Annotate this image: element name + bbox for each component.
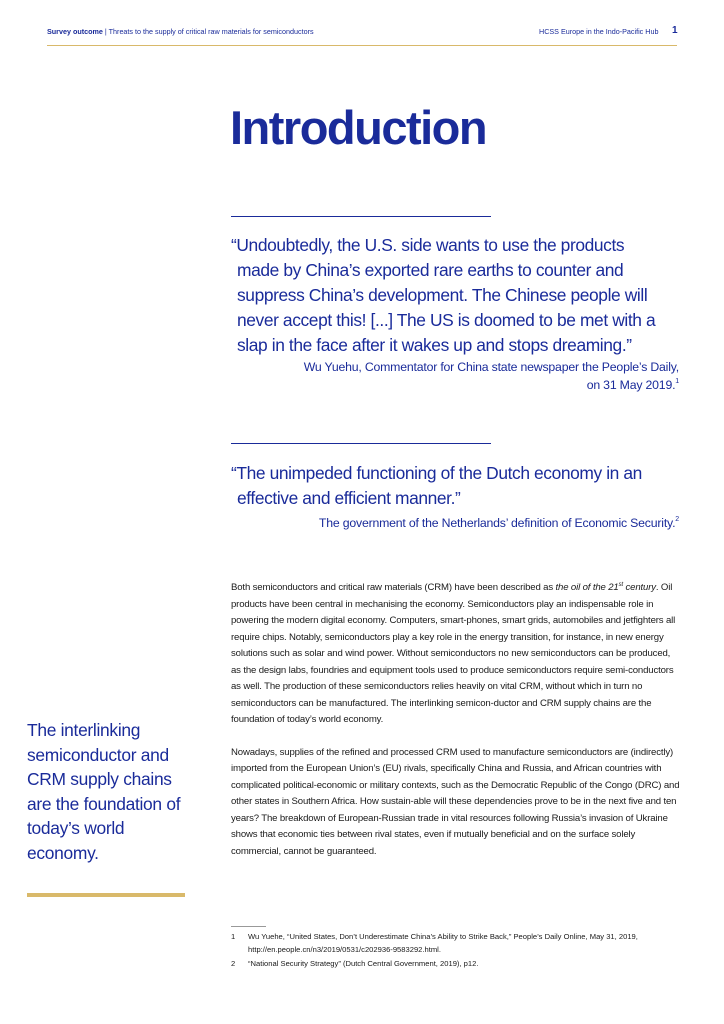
quote1-line: suppress China’s development. The Chinese people will xyxy=(237,285,648,305)
pull-quote: The interlinking semiconductor and CRM supply chains are the foundation of today’s world economy. xyxy=(27,720,181,863)
page-number: 1 xyxy=(672,25,678,36)
quote2 xyxy=(231,461,683,511)
footnote-ref-1[interactable]: 1 xyxy=(675,378,679,385)
quote1-line: made by China’s exported rare earths to counter and xyxy=(237,260,624,280)
footnote-text: “National Security Strategy” (Dutch Central Government, 2019), p12. xyxy=(248,959,479,968)
p1-italic-part1: the oil of the 21 xyxy=(555,582,619,593)
footnote-text: Wu Yuehe, “United States, Don’t Underestimate China’s Ability to Strike Back,” People’s Daily Online, May 31, 2019, http://en.people.cn/n3/2019/0531/c202936-9583292.html. xyxy=(248,932,638,954)
footnote-2 xyxy=(231,958,676,971)
quote1-line: “Undoubtedly, the U.S. side wants to use the products xyxy=(231,235,625,255)
header-section: Survey outcome xyxy=(47,27,103,36)
quote1-line: slap in the face after it wakes up and stops dreaming.” xyxy=(237,335,632,355)
footnote-number: 1 xyxy=(231,932,236,941)
quote2-attribution-text: The government of the Netherlands’ definition of Economic Security. xyxy=(318,516,676,530)
p1-rest: . Oil products have been central in mechanising the economy. Semiconductors play an indispensable role in powering the modern digital economy. Computers, smart-phones, smart grids, automobiles and jetfighters all require chips. Notably, semiconductors play a key role in the energy transition, for instance, in new energy solutions such as solar and wind power. Without semiconductors no new semiconductors can be produced, as the design labs, foundries and equipment tools used to produce semiconductors require semi-conductors as well. The production of these semiconductors relies heavily on vital CRM, without which in turn no semiconductors can be manufactured. The interlinking semicon-ductor and CRM supply chains are the foundation of today’s world economy. xyxy=(231,582,676,725)
quote1-attribution xyxy=(304,358,679,394)
footnote-number: 2 xyxy=(231,959,236,968)
p1-italic-sup: st xyxy=(618,582,623,588)
quote1-rule xyxy=(231,216,491,217)
body-paragraph-1 xyxy=(231,580,681,729)
footnote-rule xyxy=(231,926,266,927)
quote2-attribution xyxy=(319,514,679,532)
footnote-1 xyxy=(231,931,676,956)
header-subtitle: Threats to the supply of critical raw materials for semiconductors xyxy=(108,27,314,36)
quote2-line: effective and efficient manner.” xyxy=(237,488,461,508)
header-publisher: HCSS Europe in the Indo-Pacific Hub xyxy=(539,27,659,36)
quote1-line: never accept this! [...] The US is doomed to be met with a xyxy=(237,310,656,330)
quote1-attribution-line2: on 31 May 2019. xyxy=(586,378,676,392)
quote1-attribution-line1: Wu Yuehu, Commentator for China state newspaper the People’s Daily, xyxy=(303,360,679,374)
body-paragraph-2: Nowadays, supplies of the refined and processed CRM used to manufacture semiconductors are (indirectly) imported from the European Union’s (EU) rivals, specifically China and Russia, and African countries with complicated political-economic or military contexts, such as the Democratic Republic of the Congo (DRC) and other states in Southern Africa. How sustain-able will these dependencies prove to be in the next five and ten years? The breakdown of European-Russian trade in vital resources following Russia’s invasion of Ukraine shows that economic ties between rival states, even if mutually beneficial and on the surface solely commercial, cannot be guaranteed. xyxy=(231,746,680,857)
page-title: Introduction xyxy=(230,101,487,154)
p1-intro: Both semiconductors and critical raw materials (CRM) have been described as xyxy=(231,582,556,593)
body-text xyxy=(231,580,681,860)
pull-quote-bar xyxy=(27,893,185,897)
header-separator: | xyxy=(102,27,109,36)
quote2-line: “The unimpeded functioning of the Dutch economy in an xyxy=(231,463,642,483)
quote2-rule xyxy=(231,443,491,444)
p1-italic-part2: century xyxy=(622,582,656,593)
header-rule xyxy=(47,45,677,46)
running-header-left xyxy=(47,27,314,36)
footnote-ref-2[interactable]: 2 xyxy=(675,516,679,523)
quote1 xyxy=(231,233,683,358)
p1-italic xyxy=(556,582,656,593)
